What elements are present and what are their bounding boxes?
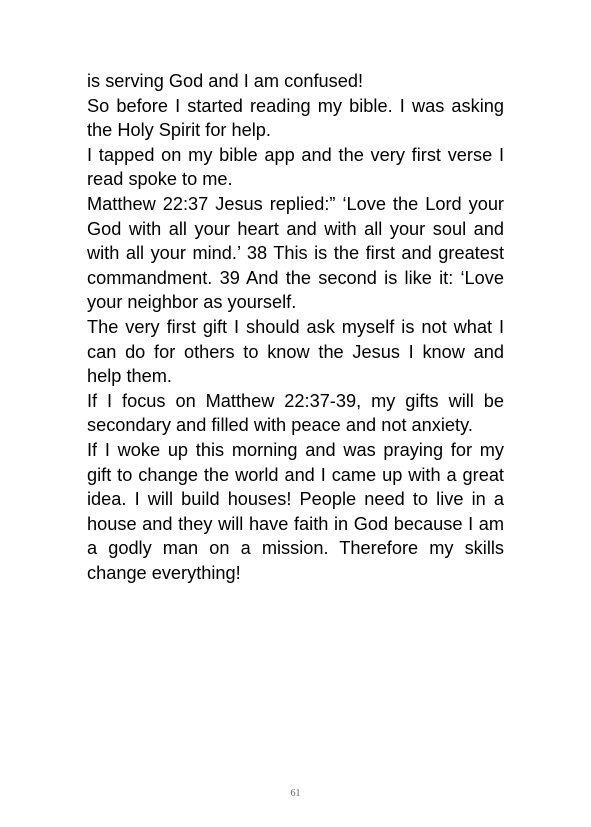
paragraph-confused: is serving God and I am confused! xyxy=(87,71,363,91)
paragraph-first-gift: The very first gift I should ask myself is not what I can do for others to know the Jesus I know and help them. xyxy=(87,316,504,387)
body-text xyxy=(87,69,504,585)
paragraph-asking-holy-spirit: So before I started reading my bible. I was asking the Holy Spirit for help. xyxy=(87,95,504,141)
page-number: 61 xyxy=(290,788,301,799)
paragraph-matthew-verse: Matthew 22:37 Jesus replied:” ‘Love the Lord your God with all your heart and with all your soul and with all your mind.’ 38 This is the first and greatest commandment. 39 And the second is like it: ‘Love your neighbor as yourself. xyxy=(87,193,504,313)
paragraph-focus: If I focus on Matthew 22:37-39, my gifts will be secondary and filled with peace and not anxiety. xyxy=(87,390,504,436)
paragraph-bible-app: I tapped on my bible app and the very first verse I read spoke to me. xyxy=(87,144,504,190)
paragraph-build-houses: If I woke up this morning and was praying for my gift to change the world and I came up with a great idea. I will build houses! People need to live in a house and they will have faith in God because I am a godly man on a mission. Therefore my skills change everything! xyxy=(87,439,504,583)
